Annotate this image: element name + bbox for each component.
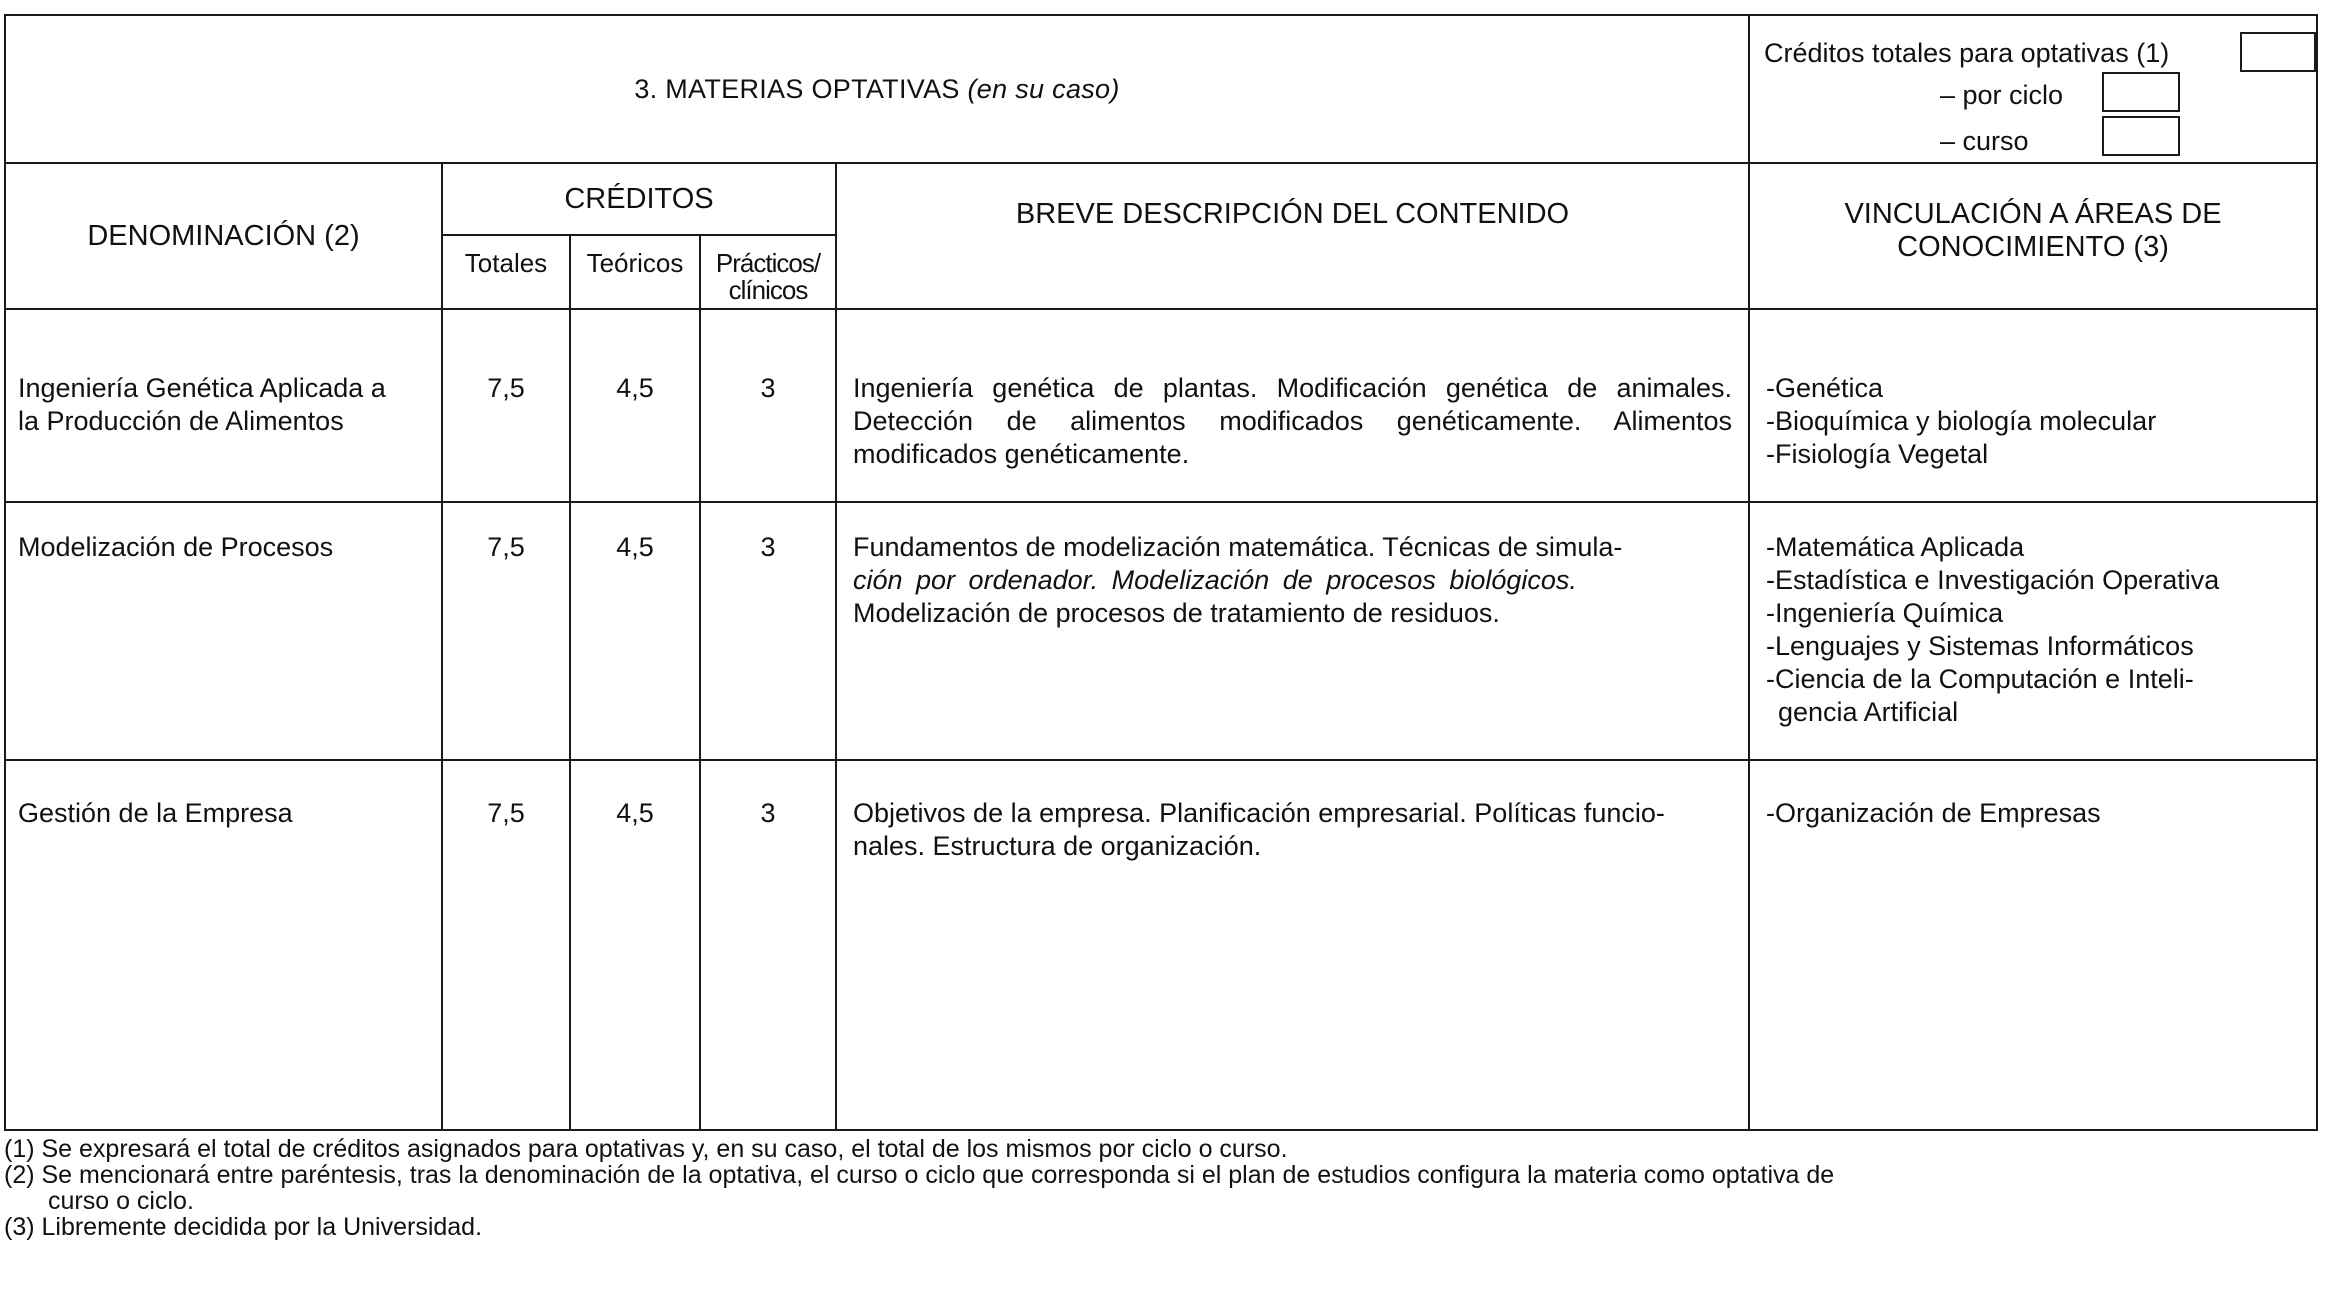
area-item: -Fisiología Vegetal (1766, 439, 1989, 469)
area-item: -Ingeniería Química (1766, 598, 2004, 628)
credits-per-course-label: – curso (1940, 126, 2029, 156)
subject-description: Ingeniería genética de plantas. Modificación genética de animales. Detección de alimentos modificados genéticamente. Alimentos modificados genéticamente. (836, 309, 1749, 502)
footnote-2: (2) Se mencionará entre paréntesis, tras la denominación de la optativa, el curso o ciclo que corresponda si el plan de estudios configura la materia como optativa de (4, 1161, 1835, 1189)
credits-total-label: Créditos totales para optativas (1) (1764, 38, 2170, 68)
table-row (5, 502, 2317, 760)
credits-practice: 3 (700, 760, 836, 1130)
credits-total-field[interactable] (2240, 32, 2316, 72)
area-item: -Lenguajes y Sistemas Informáticos (1766, 631, 2194, 661)
credits-totals-cell (1749, 15, 2317, 163)
col-header-areas (1749, 163, 2317, 309)
subject-name: Ingeniería Genética Aplicada a la Producción de Alimentos (5, 309, 442, 502)
footnotes (4, 1136, 2254, 1240)
knowledge-areas (1749, 502, 2317, 760)
area-item: -Matemática Aplicada (1766, 532, 2025, 562)
section-header-row (5, 15, 2317, 163)
subject-description: Fundamentos de modelización matemática. Técnicas de simula- ción por ordenador. Modelización de procesos biológicos. Modelización de procesos de tratamiento de residuos. (836, 502, 1749, 760)
table-row (5, 309, 2317, 502)
knowledge-areas (1749, 309, 2317, 502)
column-header-row (5, 163, 2317, 235)
credits-total: 7,5 (442, 502, 570, 760)
footnote-3: (3) Libremente decidida por la Universidad. (4, 1213, 483, 1241)
credits-theory: 4,5 (570, 760, 700, 1130)
area-item: -Genética (1766, 373, 1884, 403)
credits-per-cycle-field[interactable] (2102, 72, 2180, 112)
subject-name: Modelización de Procesos (5, 502, 442, 760)
col-header-credits: CRÉDITOS (442, 163, 836, 235)
credits-theory: 4,5 (570, 309, 700, 502)
col-header-credits-theory: Teóricos (570, 235, 700, 309)
col-header-name: DENOMINACIÓN (2) (5, 163, 442, 309)
table-row (5, 760, 2317, 1130)
section-title-text: 3. MATERIAS OPTATIVAS (634, 73, 960, 104)
credits-per-course-field[interactable] (2102, 116, 2180, 156)
col-header-credits-total: Totales (442, 235, 570, 309)
credits-practice: 3 (700, 309, 836, 502)
subject-name: Gestión de la Empresa (5, 760, 442, 1130)
optional-subjects-table (4, 14, 2318, 1131)
col-header-areas-line1: VINCULACIÓN A ÁREAS DE (1844, 198, 2222, 230)
area-item: -Ciencia de la Computación e Inteli- (1766, 664, 2194, 694)
credits-total: 7,5 (442, 760, 570, 1130)
col-header-description: BREVE DESCRIPCIÓN DEL CONTENIDO (836, 163, 1749, 309)
credits-per-cycle-label: – por ciclo (1940, 80, 2064, 110)
subject-description: Objetivos de la empresa. Planificación empresarial. Políticas funcio- nales. Estructura de organización. (836, 760, 1749, 1130)
area-item: -Organización de Empresas (1766, 798, 2101, 828)
area-item-continuation: gencia Artificial (1778, 697, 1959, 727)
credits-practice: 3 (700, 502, 836, 760)
col-header-credits-practice: Prácticos/ clínicos (700, 235, 836, 309)
col-header-areas-line2: CONOCIMIENTO (3) (1897, 231, 2169, 263)
footnote-2-continuation: curso o ciclo. (48, 1187, 194, 1215)
credits-total: 7,5 (442, 309, 570, 502)
footnote-1: (1) Se expresará el total de créditos asignados para optativas y, en su caso, el total de los mismos por ciclo o curso. (4, 1135, 1288, 1163)
area-item: -Estadística e Investigación Operativa (1766, 565, 2220, 595)
section-title-suffix: (en su caso) (967, 73, 1120, 104)
knowledge-areas (1749, 760, 2317, 1130)
credits-theory: 4,5 (570, 502, 700, 760)
area-item: -Bioquímica y biología molecular (1766, 406, 2157, 436)
section-title (5, 15, 1749, 163)
